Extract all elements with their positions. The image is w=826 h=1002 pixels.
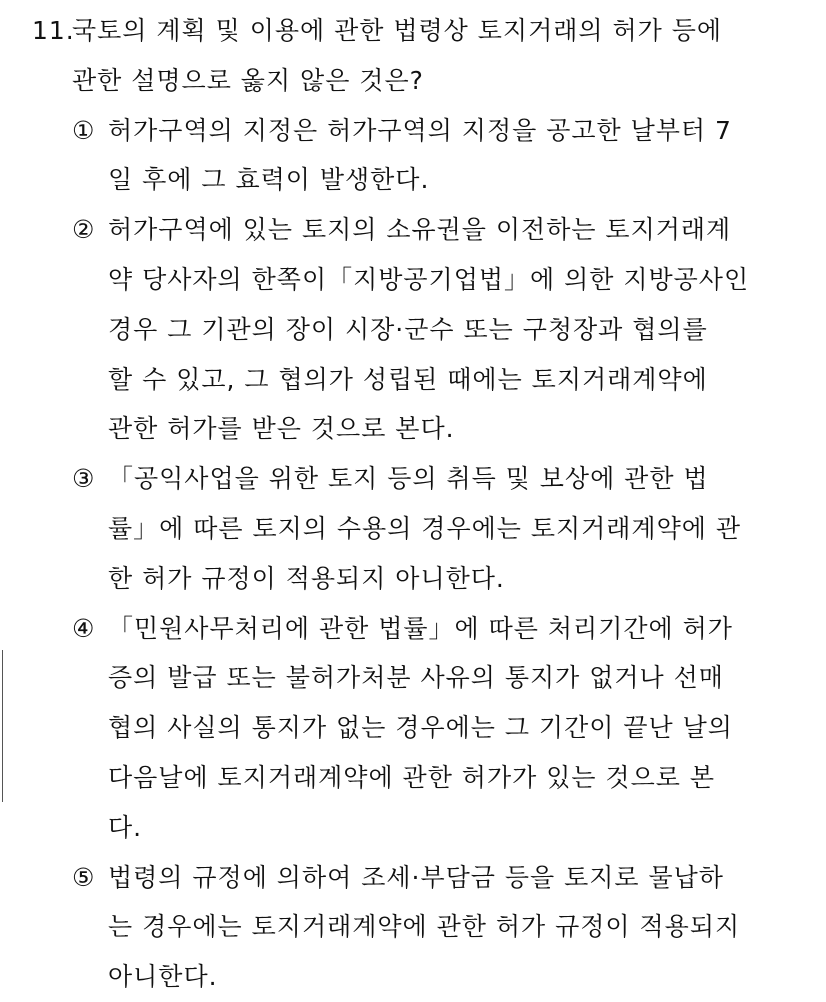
option-line	[0, 404, 826, 454]
option-marker: ①	[72, 115, 96, 145]
option-text: 증의 발급 또는 불허가처분 사유의 통지가 없거나 선매	[108, 663, 724, 693]
option-line	[0, 952, 826, 1002]
question-text: 국토의 계획 및 이용에 관한 법령상 토지거래의 허가 등에	[72, 16, 723, 45]
option-text: 법령의 규정에 의하여 조세·부담금 등을 토지로 물납하	[108, 862, 724, 892]
option-line	[0, 305, 826, 355]
option-line	[0, 753, 826, 803]
option-text: 다음날에 토지거래계약에 관한 허가가 있는 것으로 본	[108, 762, 715, 792]
option-marker: ②	[72, 215, 96, 245]
option-line	[0, 255, 826, 305]
option-line	[0, 504, 826, 554]
option-text: 할 수 있고, 그 협의가 성립된 때에는 토지거래계약에	[108, 364, 708, 394]
option-line	[0, 803, 826, 853]
question-text: 관한 설명으로 옳지 않은 것은?	[72, 65, 424, 95]
option-text: 허가구역의 지정은 허가구역의 지정을 공고한 날부터 7	[108, 115, 732, 145]
option-text: 약 당사자의 한쪽이「지방공기업법」에 의한 지방공사인	[108, 264, 750, 294]
option-text: 률」에 따른 토지의 수용의 경우에는 토지거래계약에 관	[108, 513, 741, 543]
option-line	[0, 902, 826, 952]
option-text: 경우 그 기관의 장이 시장·군수 또는 구청장과 협의를	[108, 314, 708, 344]
question-line	[0, 56, 826, 106]
option-text: 한 허가 규정이 적용되지 아니한다.	[108, 563, 505, 593]
option-text: 허가구역에 있는 토지의 소유권을 이전하는 토지거래계	[108, 215, 732, 245]
option-line	[0, 155, 826, 205]
option-line	[0, 106, 826, 156]
option-text: 일 후에 그 효력이 발생한다.	[108, 165, 430, 195]
option-text: 는 경우에는 토지거래계약에 관한 허가 규정이 적용되지	[108, 912, 741, 942]
option-text: 「민원사무처리에 관한 법률」에 따른 처리기간에 허가	[108, 613, 733, 643]
option-line	[0, 554, 826, 604]
option-marker: ③	[72, 464, 96, 494]
option-line	[0, 355, 826, 405]
option-text: 아니한다.	[108, 962, 218, 992]
exam-question	[0, 6, 826, 1002]
option-line	[0, 604, 826, 654]
option-text: 관한 허가를 받은 것으로 본다.	[108, 414, 455, 444]
option-line	[0, 853, 826, 903]
option-line	[0, 205, 826, 255]
question-line	[0, 6, 826, 56]
option-line	[0, 703, 826, 753]
option-text: 「공익사업을 위한 토지 등의 취득 및 보상에 관한 법	[108, 464, 709, 494]
option-line	[0, 454, 826, 504]
option-marker: ⑤	[72, 862, 96, 892]
option-marker: ④	[72, 613, 96, 643]
option-text: 협의 사실의 통지가 없는 경우에는 그 기간이 끝난 날의	[108, 713, 733, 743]
question-number: 11.	[32, 16, 75, 45]
option-line	[0, 653, 826, 703]
option-text: 다.	[108, 812, 143, 842]
